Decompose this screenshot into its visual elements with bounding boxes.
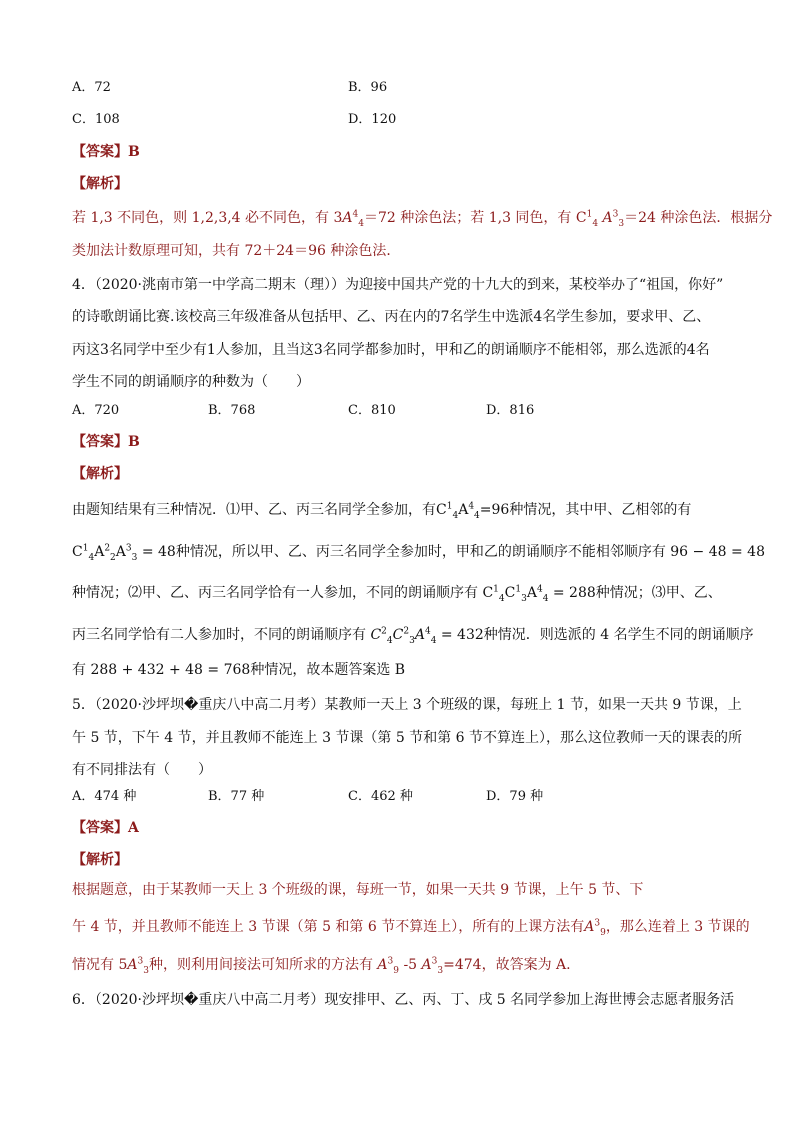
q5-explanation-line1: 根据题意，由于某教师一天上 3 个班级的课，每班一节，如果一天共 9 节课，上午 5 节、下 xyxy=(72,882,644,898)
q3-option-b: B．96 xyxy=(348,80,388,95)
q5-explanation-line2: 午 4 节，并且教师不能连上 3 节课（第 5 和第 6 节不算连上），所有的上课方法有$A^3_9$，那么连着上 3 节课的 xyxy=(72,918,750,938)
q4-option-c: C．810 xyxy=(348,403,396,418)
q3-option-c: C．108 xyxy=(72,112,120,127)
q4-explanation-line3: 种情况；⑵甲、乙、丙三名同学恰有一人参加，不同的朗诵顺序有 $C^1_4C^1_3A^4_4 = 288$种情况；⑶甲、乙、 xyxy=(72,584,722,604)
q3-analysis-label: 【解析】 xyxy=(72,176,128,192)
q5-stem-line1: 5．（2020·沙坪坝�重庆八中高二月考）某教师一天上 3 个班级的课，每班上 1 节，如果一天共 9 节课，上 xyxy=(72,697,742,713)
q4-stem-line4: 学生不同的朗诵顺序的种数为（ ） xyxy=(72,374,310,390)
q5-option-c: C．462 种 xyxy=(348,789,413,804)
q3-option-d: D．120 xyxy=(348,112,397,127)
q4-stem-line3: 丙这3名同学中至少有1人参加，且当这3名同学都参加时，甲和乙的朗诵顺序不能相邻，那么选派的4名 xyxy=(72,342,710,358)
q4-explanation-line1: 由题知结果有三种情况．⑴甲、乙、丙三名同学全参加，有$C^1_4A^4_4=96$种情况，其中甲、乙相邻的有 xyxy=(72,501,692,521)
q4-stem-line1: 4．（2020·洮南市第一中学高二期末（理））为迎接中国共产党的十九大的到来，某校举办了“祖国，你好” xyxy=(72,277,724,293)
q4-option-a: A．720 xyxy=(72,403,120,418)
q4-stem-line2: 的诗歌朗诵比赛.该校高三年级准备从包括甲、乙、丙在内的7名学生中选派4名学生参加，要求甲、乙、 xyxy=(72,309,711,325)
q4-explanation-line2: $C^1_4A^2_2A^3_3 = 48$种情况，所以甲、乙、丙三名同学全参加时，甲和乙的朗诵顺序不能相邻顺序有 96 − 48 = 48 xyxy=(72,543,765,563)
q4-explanation-line5: 有 288 + 432 + 48 = 768种情况，故本题答案选 B xyxy=(72,662,406,678)
q6-stem-line1: 6．（2020·沙坪坝�重庆八中高二月考）现安排甲、乙、丙、丁、戌 5 名同学参加上海世博会志愿者服务活 xyxy=(72,992,735,1008)
q3-explanation-line1: 若 1,3 不同色，则 1,2,3,4 必不同色，有 $3A^4_4=72$ 种涂色法；若 1,3 同色，有 $C^1_4$ $A^3_3=24$ 种涂色法．根据分 xyxy=(72,209,773,229)
q5-option-d: D．79 种 xyxy=(486,789,544,804)
q4-analysis-label: 【解析】 xyxy=(72,466,128,482)
q3-explanation-line2: 类加法计数原理可知，共有 72＋24＝96 种涂色法． xyxy=(72,243,401,259)
q5-option-b: B．77 种 xyxy=(208,789,265,804)
q3-option-a: A．72 xyxy=(72,80,111,95)
q3-answer: 【答案】B xyxy=(72,144,140,160)
q5-explanation-line3: 情况有 $5A^3_3$种，则利用间接法可知所求的方法有 $A^3_9$ -5 $A^3_3=474$，故答案为 A. xyxy=(72,956,571,976)
q5-stem-line2: 午 5 节，下午 4 节，并且教师不能连上 3 节课（第 5 节和第 6 节不算连上），那么这位教师一天的课表的所 xyxy=(72,730,743,746)
q5-option-a: A．474 种 xyxy=(72,789,137,804)
q4-explanation-line4: 丙三名同学恰有二人参加时，不同的朗诵顺序有 $C^2_4C^2_3A^4_4 = 432$种情况．则选派的 4 名学生不同的朗诵顺序 xyxy=(72,626,754,646)
q5-analysis-label: 【解析】 xyxy=(72,852,128,868)
q4-option-b: B．768 xyxy=(208,403,256,418)
q5-stem-line3: 有不同排法有（ ） xyxy=(72,762,212,778)
q5-answer: 【答案】A xyxy=(72,820,139,836)
q4-option-d: D．816 xyxy=(486,403,535,418)
q4-answer: 【答案】B xyxy=(72,434,140,450)
